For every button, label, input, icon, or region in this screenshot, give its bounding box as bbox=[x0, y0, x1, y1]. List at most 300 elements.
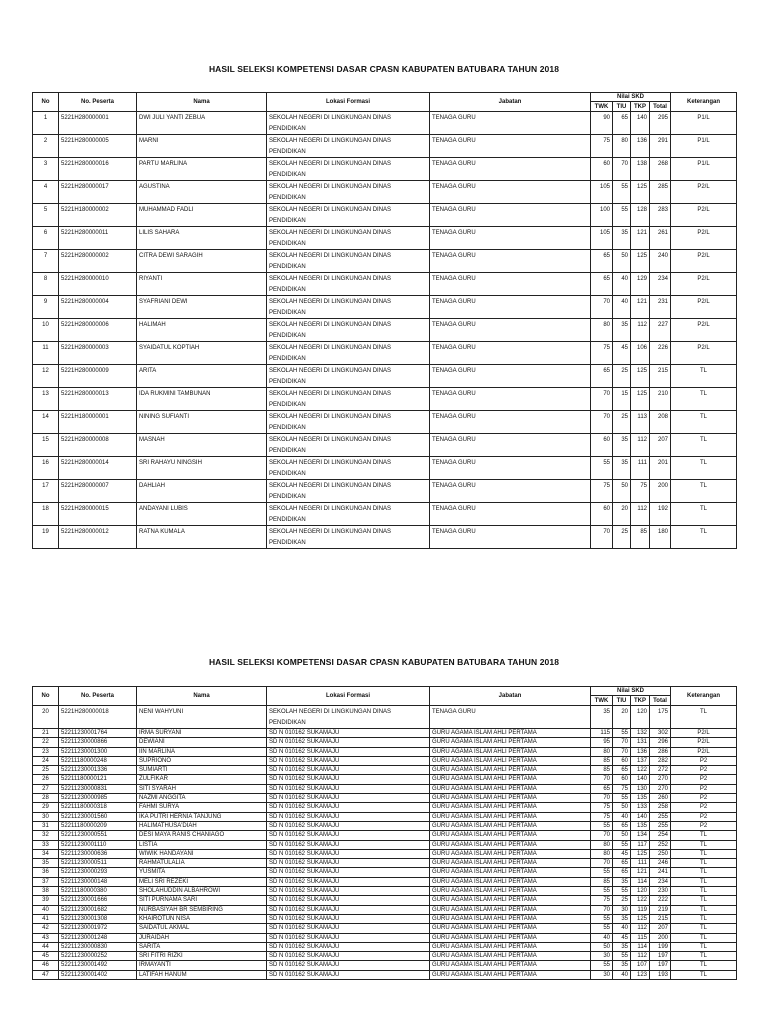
cell-no: 36 bbox=[33, 868, 59, 877]
cell-jabatan: GURU AGAMA ISLAM AHLI PERTAMA bbox=[430, 849, 591, 858]
cell-tiu: 35 bbox=[613, 877, 631, 886]
cell-total: 261 bbox=[650, 227, 671, 250]
cell-twk: 75 bbox=[591, 135, 613, 158]
cell-total: 254 bbox=[650, 831, 671, 840]
cell-nama: IRMA SURYANI bbox=[137, 729, 267, 738]
cell-no: 22 bbox=[33, 738, 59, 747]
cell-no: 42 bbox=[33, 924, 59, 933]
cell-no: 11 bbox=[33, 342, 59, 365]
cell-twk: 75 bbox=[591, 480, 613, 503]
cell-jabatan: TENAGA GURU bbox=[430, 706, 591, 729]
cell-tiu: 40 bbox=[613, 812, 631, 821]
cell-lokasi-formasi: SEKOLAH NEGERI DI LINGKUNGAN DINAS PENDIDIKAN bbox=[267, 112, 430, 135]
cell-jabatan: GURU AGAMA ISLAM AHLI PERTAMA bbox=[430, 840, 591, 849]
cell-tkp: 123 bbox=[631, 970, 650, 979]
cell-no-peserta: 5221H280000009 bbox=[59, 365, 137, 388]
cell-no: 40 bbox=[33, 905, 59, 914]
cell-lokasi-formasi: SD N 010162 SUKAMAJU bbox=[267, 905, 430, 914]
cell-jabatan: TENAGA GURU bbox=[430, 319, 591, 342]
cell-keterangan: P2/L bbox=[671, 296, 737, 319]
cell-jabatan: GURU AGAMA ISLAM AHLI PERTAMA bbox=[430, 784, 591, 793]
cell-twk: 80 bbox=[591, 840, 613, 849]
header-jabatan: Jabatan bbox=[430, 687, 591, 706]
cell-twk: 65 bbox=[591, 784, 613, 793]
cell-lokasi-formasi: SEKOLAH NEGERI DI LINGKUNGAN DINAS PENDIDIKAN bbox=[267, 365, 430, 388]
cell-nama: NINING SUFIANTI bbox=[137, 411, 267, 434]
cell-tkp: 125 bbox=[631, 181, 650, 204]
cell-lokasi-formasi: SEKOLAH NEGERI DI LINGKUNGAN DINAS PENDIDIKAN bbox=[267, 273, 430, 296]
cell-tkp: 114 bbox=[631, 877, 650, 886]
cell-tkp: 121 bbox=[631, 227, 650, 250]
cell-no: 31 bbox=[33, 821, 59, 830]
cell-tkp: 140 bbox=[631, 812, 650, 821]
cell-twk: 115 bbox=[591, 729, 613, 738]
cell-twk: 70 bbox=[591, 526, 613, 549]
cell-twk: 85 bbox=[591, 756, 613, 765]
cell-nama: IKA PUTRI HERNIA TANJUNG bbox=[137, 812, 267, 821]
cell-jabatan: GURU AGAMA ISLAM AHLI PERTAMA bbox=[430, 961, 591, 970]
cell-keterangan: TL bbox=[671, 961, 737, 970]
cell-no-peserta: 52211230000831 bbox=[59, 784, 137, 793]
cell-jabatan: TENAGA GURU bbox=[430, 227, 591, 250]
cell-no: 10 bbox=[33, 319, 59, 342]
cell-twk: 65 bbox=[591, 250, 613, 273]
cell-lokasi-formasi: SEKOLAH NEGERI DI LINGKUNGAN DINAS PENDIDIKAN bbox=[267, 204, 430, 227]
cell-no: 38 bbox=[33, 887, 59, 896]
header-tkp: TKP bbox=[631, 102, 650, 112]
cell-twk: 75 bbox=[591, 803, 613, 812]
cell-no: 1 bbox=[33, 112, 59, 135]
cell-tiu: 55 bbox=[613, 204, 631, 227]
cell-total: 215 bbox=[650, 365, 671, 388]
cell-nama: SUPRIONO bbox=[137, 756, 267, 765]
cell-keterangan: TL bbox=[671, 411, 737, 434]
cell-no: 4 bbox=[33, 181, 59, 204]
cell-keterangan: P2/L bbox=[671, 342, 737, 365]
cell-jabatan: GURU AGAMA ISLAM AHLI PERTAMA bbox=[430, 896, 591, 905]
cell-jabatan: GURU AGAMA ISLAM AHLI PERTAMA bbox=[430, 914, 591, 923]
cell-total: 302 bbox=[650, 729, 671, 738]
cell-total: 210 bbox=[650, 388, 671, 411]
cell-no-peserta: 5221H180000002 bbox=[59, 204, 137, 227]
cell-tiu: 35 bbox=[613, 457, 631, 480]
results-table-2 bbox=[32, 686, 737, 980]
header-nama: Nama bbox=[137, 687, 267, 706]
cell-nama: SITI SYARAH bbox=[137, 784, 267, 793]
cell-twk: 55 bbox=[591, 868, 613, 877]
cell-twk: 60 bbox=[591, 434, 613, 457]
cell-no-peserta: 52211230000830 bbox=[59, 942, 137, 951]
cell-keterangan: TL bbox=[671, 526, 737, 549]
cell-tiu: 25 bbox=[613, 896, 631, 905]
cell-total: 208 bbox=[650, 411, 671, 434]
cell-nama: SARITA bbox=[137, 942, 267, 951]
cell-total: 201 bbox=[650, 457, 671, 480]
cell-jabatan: TENAGA GURU bbox=[430, 181, 591, 204]
cell-keterangan: P2 bbox=[671, 766, 737, 775]
cell-no-peserta: 52211230001248 bbox=[59, 933, 137, 942]
cell-tiu: 20 bbox=[613, 503, 631, 526]
cell-no: 12 bbox=[33, 365, 59, 388]
cell-tiu: 50 bbox=[613, 831, 631, 840]
cell-tiu: 30 bbox=[613, 905, 631, 914]
table-row bbox=[33, 896, 737, 905]
cell-nama: LATIFAH HANUM bbox=[137, 970, 267, 979]
cell-twk: 30 bbox=[591, 970, 613, 979]
cell-no-peserta: 52211230000293 bbox=[59, 868, 137, 877]
cell-twk: 105 bbox=[591, 227, 613, 250]
cell-lokasi-formasi: SD N 010162 SUKAMAJU bbox=[267, 952, 430, 961]
cell-lokasi-formasi: SEKOLAH NEGERI DI LINGKUNGAN DINAS PENDIDIKAN bbox=[267, 706, 430, 729]
cell-jabatan: TENAGA GURU bbox=[430, 112, 591, 135]
cell-jabatan: TENAGA GURU bbox=[430, 158, 591, 181]
header-nama: Nama bbox=[137, 93, 267, 112]
cell-lokasi-formasi: SEKOLAH NEGERI DI LINGKUNGAN DINAS PENDIDIKAN bbox=[267, 457, 430, 480]
cell-jabatan: GURU AGAMA ISLAM AHLI PERTAMA bbox=[430, 952, 591, 961]
cell-no-peserta: 5221H280000014 bbox=[59, 457, 137, 480]
header-jabatan: Jabatan bbox=[430, 93, 591, 112]
cell-keterangan: P1/L bbox=[671, 158, 737, 181]
cell-tkp: 122 bbox=[631, 766, 650, 775]
cell-keterangan: P2/L bbox=[671, 273, 737, 296]
cell-no-peserta: 5221H280000010 bbox=[59, 273, 137, 296]
table-row bbox=[33, 924, 737, 933]
cell-nama: ZULFIKAR bbox=[137, 775, 267, 784]
cell-no-peserta: 52211230001666 bbox=[59, 896, 137, 905]
cell-keterangan: TL bbox=[671, 877, 737, 886]
header-tiu: TIU bbox=[613, 696, 631, 706]
cell-no: 46 bbox=[33, 961, 59, 970]
cell-total: 175 bbox=[650, 706, 671, 729]
cell-twk: 95 bbox=[591, 738, 613, 747]
cell-keterangan: TL bbox=[671, 457, 737, 480]
header-nilai-skd: Nilai SKD bbox=[591, 687, 671, 696]
cell-keterangan: TL bbox=[671, 434, 737, 457]
cell-jabatan: GURU AGAMA ISLAM AHLI PERTAMA bbox=[430, 868, 591, 877]
header-keterangan: Keterangan bbox=[671, 687, 737, 706]
cell-no-peserta: 52211230001972 bbox=[59, 924, 137, 933]
cell-no-peserta: 52211230001336 bbox=[59, 766, 137, 775]
cell-lokasi-formasi: SD N 010162 SUKAMAJU bbox=[267, 784, 430, 793]
cell-tiu: 55 bbox=[613, 840, 631, 849]
cell-jabatan: GURU AGAMA ISLAM AHLI PERTAMA bbox=[430, 729, 591, 738]
cell-no: 32 bbox=[33, 831, 59, 840]
table-row bbox=[33, 831, 737, 840]
cell-nama: RIYANTI bbox=[137, 273, 267, 296]
cell-keterangan: TL bbox=[671, 896, 737, 905]
cell-keterangan: P2 bbox=[671, 775, 737, 784]
cell-lokasi-formasi: SD N 010162 SUKAMAJU bbox=[267, 831, 430, 840]
cell-total: 295 bbox=[650, 112, 671, 135]
cell-tkp: 125 bbox=[631, 250, 650, 273]
cell-jabatan: TENAGA GURU bbox=[430, 503, 591, 526]
table-row bbox=[33, 766, 737, 775]
cell-lokasi-formasi: SD N 010162 SUKAMAJU bbox=[267, 729, 430, 738]
cell-jabatan: GURU AGAMA ISLAM AHLI PERTAMA bbox=[430, 747, 591, 756]
table-row bbox=[33, 706, 737, 729]
header-tkp: TKP bbox=[631, 696, 650, 706]
header-twk: TWK bbox=[591, 102, 613, 112]
table-row bbox=[33, 526, 737, 549]
cell-lokasi-formasi: SD N 010162 SUKAMAJU bbox=[267, 924, 430, 933]
cell-tiu: 40 bbox=[613, 970, 631, 979]
cell-no-peserta: 5221H280000013 bbox=[59, 388, 137, 411]
header-keterangan: Keterangan bbox=[671, 93, 737, 112]
cell-jabatan: GURU AGAMA ISLAM AHLI PERTAMA bbox=[430, 859, 591, 868]
cell-keterangan: TL bbox=[671, 887, 737, 896]
cell-keterangan: TL bbox=[671, 924, 737, 933]
header-no: No bbox=[33, 687, 59, 706]
cell-tkp: 111 bbox=[631, 457, 650, 480]
cell-total: 207 bbox=[650, 434, 671, 457]
cell-twk: 70 bbox=[591, 859, 613, 868]
cell-tiu: 50 bbox=[613, 803, 631, 812]
cell-keterangan: TL bbox=[671, 970, 737, 979]
cell-total: 180 bbox=[650, 526, 671, 549]
cell-keterangan: TL bbox=[671, 840, 737, 849]
cell-lokasi-formasi: SD N 010162 SUKAMAJU bbox=[267, 942, 430, 951]
cell-tkp: 132 bbox=[631, 729, 650, 738]
cell-jabatan: TENAGA GURU bbox=[430, 434, 591, 457]
cell-lokasi-formasi: SEKOLAH NEGERI DI LINGKUNGAN DINAS PENDIDIKAN bbox=[267, 480, 430, 503]
cell-lokasi-formasi: SEKOLAH NEGERI DI LINGKUNGAN DINAS PENDIDIKAN bbox=[267, 250, 430, 273]
cell-keterangan: TL bbox=[671, 831, 737, 840]
table-row bbox=[33, 877, 737, 886]
table-row bbox=[33, 296, 737, 319]
cell-total: 227 bbox=[650, 319, 671, 342]
cell-nama: CITRA DEWI SARAGIH bbox=[137, 250, 267, 273]
cell-no-peserta: 5221H280000004 bbox=[59, 296, 137, 319]
cell-no-peserta: 5221H280000003 bbox=[59, 342, 137, 365]
cell-tkp: 137 bbox=[631, 756, 650, 765]
cell-keterangan: P2/L bbox=[671, 738, 737, 747]
cell-no: 37 bbox=[33, 877, 59, 886]
cell-twk: 75 bbox=[591, 896, 613, 905]
cell-total: 282 bbox=[650, 756, 671, 765]
cell-jabatan: GURU AGAMA ISLAM AHLI PERTAMA bbox=[430, 942, 591, 951]
cell-no-peserta: 52211230001402 bbox=[59, 970, 137, 979]
header-no: No bbox=[33, 93, 59, 112]
cell-total: 260 bbox=[650, 794, 671, 803]
cell-lokasi-formasi: SD N 010162 SUKAMAJU bbox=[267, 803, 430, 812]
cell-total: 291 bbox=[650, 135, 671, 158]
cell-no: 14 bbox=[33, 411, 59, 434]
cell-tiu: 70 bbox=[613, 747, 631, 756]
cell-keterangan: P1/L bbox=[671, 135, 737, 158]
cell-lokasi-formasi: SD N 010162 SUKAMAJU bbox=[267, 887, 430, 896]
cell-twk: 55 bbox=[591, 821, 613, 830]
table-row bbox=[33, 388, 737, 411]
cell-jabatan: TENAGA GURU bbox=[430, 296, 591, 319]
cell-tiu: 45 bbox=[613, 849, 631, 858]
cell-tkp: 135 bbox=[631, 821, 650, 830]
cell-keterangan: TL bbox=[671, 933, 737, 942]
cell-total: 234 bbox=[650, 273, 671, 296]
table-row bbox=[33, 273, 737, 296]
cell-no-peserta: 52211230000252 bbox=[59, 952, 137, 961]
cell-no: 17 bbox=[33, 480, 59, 503]
cell-nama: NAZMI ANGGITA bbox=[137, 794, 267, 803]
cell-twk: 85 bbox=[591, 766, 613, 775]
cell-total: 268 bbox=[650, 158, 671, 181]
cell-total: 255 bbox=[650, 821, 671, 830]
cell-twk: 90 bbox=[591, 112, 613, 135]
cell-tkp: 120 bbox=[631, 887, 650, 896]
cell-lokasi-formasi: SD N 010162 SUKAMAJU bbox=[267, 840, 430, 849]
cell-tkp: 130 bbox=[631, 784, 650, 793]
cell-jabatan: GURU AGAMA ISLAM AHLI PERTAMA bbox=[430, 803, 591, 812]
table-row bbox=[33, 434, 737, 457]
cell-twk: 70 bbox=[591, 775, 613, 784]
cell-keterangan: TL bbox=[671, 365, 737, 388]
cell-tkp: 140 bbox=[631, 775, 650, 784]
cell-nama: SUMIARTI bbox=[137, 766, 267, 775]
cell-no-peserta: 52211180000248 bbox=[59, 756, 137, 765]
cell-no-peserta: 52211230001110 bbox=[59, 840, 137, 849]
cell-twk: 40 bbox=[591, 933, 613, 942]
cell-twk: 100 bbox=[591, 204, 613, 227]
cell-no: 15 bbox=[33, 434, 59, 457]
table-row bbox=[33, 747, 737, 756]
cell-total: 199 bbox=[650, 942, 671, 951]
cell-total: 285 bbox=[650, 181, 671, 204]
cell-jabatan: GURU AGAMA ISLAM AHLI PERTAMA bbox=[430, 970, 591, 979]
cell-no: 41 bbox=[33, 914, 59, 923]
cell-nama: IRMAYANTI bbox=[137, 961, 267, 970]
cell-keterangan: P2 bbox=[671, 784, 737, 793]
cell-nama: RATNA KUMALA bbox=[137, 526, 267, 549]
table-row bbox=[33, 227, 737, 250]
table-row bbox=[33, 365, 737, 388]
table-row bbox=[33, 859, 737, 868]
cell-lokasi-formasi: SD N 010162 SUKAMAJU bbox=[267, 849, 430, 858]
cell-keterangan: TL bbox=[671, 706, 737, 729]
cell-no-peserta: 52211230001300 bbox=[59, 747, 137, 756]
cell-no: 8 bbox=[33, 273, 59, 296]
cell-nama: DWI JULI YANTI ZEBUA bbox=[137, 112, 267, 135]
cell-total: 200 bbox=[650, 933, 671, 942]
cell-lokasi-formasi: SD N 010162 SUKAMAJU bbox=[267, 738, 430, 747]
cell-no: 7 bbox=[33, 250, 59, 273]
header-nilai-skd: Nilai SKD bbox=[591, 93, 671, 102]
table-row bbox=[33, 942, 737, 951]
cell-jabatan: GURU AGAMA ISLAM AHLI PERTAMA bbox=[430, 905, 591, 914]
cell-nama: SRI RAHAYU NINGSIH bbox=[137, 457, 267, 480]
cell-twk: 70 bbox=[591, 388, 613, 411]
header-total: Total bbox=[650, 102, 671, 112]
cell-keterangan: TL bbox=[671, 868, 737, 877]
table-row bbox=[33, 914, 737, 923]
cell-tiu: 60 bbox=[613, 756, 631, 765]
cell-tkp: 140 bbox=[631, 112, 650, 135]
cell-twk: 70 bbox=[591, 794, 613, 803]
cell-nama: KHAIROTUN NISA bbox=[137, 914, 267, 923]
cell-tkp: 114 bbox=[631, 942, 650, 951]
cell-jabatan: TENAGA GURU bbox=[430, 526, 591, 549]
cell-total: 270 bbox=[650, 775, 671, 784]
cell-total: 215 bbox=[650, 914, 671, 923]
cell-tiu: 70 bbox=[613, 158, 631, 181]
cell-jabatan: TENAGA GURU bbox=[430, 250, 591, 273]
cell-no-peserta: 5221H180000001 bbox=[59, 411, 137, 434]
cell-keterangan: P2 bbox=[671, 803, 737, 812]
cell-no: 9 bbox=[33, 296, 59, 319]
cell-tiu: 55 bbox=[613, 952, 631, 961]
cell-no: 39 bbox=[33, 896, 59, 905]
cell-no: 29 bbox=[33, 803, 59, 812]
cell-no: 21 bbox=[33, 729, 59, 738]
cell-tkp: 133 bbox=[631, 803, 650, 812]
cell-nama: PARTU MARLINA bbox=[137, 158, 267, 181]
table-row bbox=[33, 342, 737, 365]
cell-no: 20 bbox=[33, 706, 59, 729]
cell-twk: 50 bbox=[591, 942, 613, 951]
table-row bbox=[33, 756, 737, 765]
cell-nama: MUHAMMAD FADLI bbox=[137, 204, 267, 227]
cell-tkp: 134 bbox=[631, 831, 650, 840]
cell-twk: 70 bbox=[591, 296, 613, 319]
cell-total: 252 bbox=[650, 840, 671, 849]
cell-no: 18 bbox=[33, 503, 59, 526]
cell-total: 222 bbox=[650, 896, 671, 905]
cell-no-peserta: 5221H280000015 bbox=[59, 503, 137, 526]
table-row bbox=[33, 738, 737, 747]
cell-tkp: 115 bbox=[631, 933, 650, 942]
table-row bbox=[33, 868, 737, 877]
page-title-2: HASIL SELEKSI KOMPETENSI DASAR CPASN KABUPATEN BATUBARA TAHUN 2018 bbox=[208, 657, 560, 667]
cell-no: 25 bbox=[33, 766, 59, 775]
page-title-1: HASIL SELEKSI KOMPETENSI DASAR CPASN KABUPATEN BATUBARA TAHUN 2018 bbox=[208, 64, 560, 74]
cell-twk: 60 bbox=[591, 158, 613, 181]
cell-no: 45 bbox=[33, 952, 59, 961]
cell-tiu: 25 bbox=[613, 411, 631, 434]
table-row bbox=[33, 812, 737, 821]
cell-total: 234 bbox=[650, 877, 671, 886]
cell-tkp: 128 bbox=[631, 204, 650, 227]
cell-keterangan: P2/L bbox=[671, 227, 737, 250]
cell-tkp: 75 bbox=[631, 480, 650, 503]
cell-tiu: 35 bbox=[613, 227, 631, 250]
table-row bbox=[33, 821, 737, 830]
cell-no: 16 bbox=[33, 457, 59, 480]
cell-no-peserta: 5221H280000012 bbox=[59, 526, 137, 549]
cell-lokasi-formasi: SEKOLAH NEGERI DI LINGKUNGAN DINAS PENDIDIKAN bbox=[267, 342, 430, 365]
cell-total: 272 bbox=[650, 766, 671, 775]
cell-tkp: 129 bbox=[631, 273, 650, 296]
cell-lokasi-formasi: SEKOLAH NEGERI DI LINGKUNGAN DINAS PENDIDIKAN bbox=[267, 181, 430, 204]
table-row bbox=[33, 905, 737, 914]
cell-total: 192 bbox=[650, 503, 671, 526]
cell-twk: 85 bbox=[591, 877, 613, 886]
cell-lokasi-formasi: SD N 010162 SUKAMAJU bbox=[267, 970, 430, 979]
cell-tkp: 122 bbox=[631, 896, 650, 905]
cell-tkp: 125 bbox=[631, 849, 650, 858]
cell-no: 44 bbox=[33, 942, 59, 951]
cell-lokasi-formasi: SD N 010162 SUKAMAJU bbox=[267, 747, 430, 756]
cell-nama: ANDAYANI LUBIS bbox=[137, 503, 267, 526]
cell-jabatan: GURU AGAMA ISLAM AHLI PERTAMA bbox=[430, 831, 591, 840]
cell-nama: MASNAH bbox=[137, 434, 267, 457]
cell-tkp: 121 bbox=[631, 296, 650, 319]
cell-nama: IIN MARLINA bbox=[137, 747, 267, 756]
cell-jabatan: TENAGA GURU bbox=[430, 457, 591, 480]
cell-jabatan: GURU AGAMA ISLAM AHLI PERTAMA bbox=[430, 821, 591, 830]
cell-nama: AGUSTINA bbox=[137, 181, 267, 204]
cell-twk: 55 bbox=[591, 914, 613, 923]
cell-keterangan: P1/L bbox=[671, 112, 737, 135]
cell-keterangan: P2 bbox=[671, 794, 737, 803]
cell-lokasi-formasi: SD N 010162 SUKAMAJU bbox=[267, 766, 430, 775]
